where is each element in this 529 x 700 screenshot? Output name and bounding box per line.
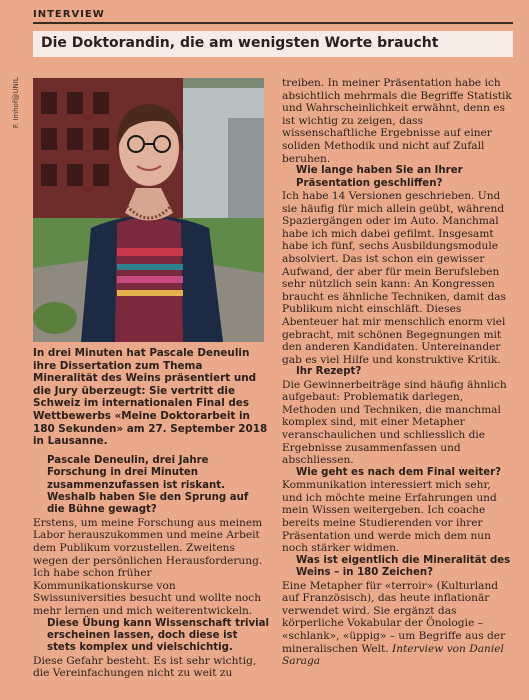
answer-1: Erstens, um meine Forschung aus meinem Labor herauszukommen und meine Arbeit dem Publikum vorzustellen. Zweitens wegen der persönlichen Herausforderung. Ich habe schon früher Kommunikationskurse von Swissuniversities besucht und wollte noch mehr lernen und mich weiterentwickeln.: [33, 516, 263, 617]
answer-6: [282, 580, 514, 668]
headline: Die Doktorandin, die am wenigsten Worte braucht: [41, 35, 439, 51]
right-column: [282, 77, 514, 668]
question-2: Diese Übung kann Wissenschaft trivial erscheinen lassen, doch diese ist stets komplex und vielschichtig.: [47, 617, 269, 654]
rubric-rule: [33, 22, 513, 24]
question-4: Ihr Rezept?: [296, 366, 362, 378]
question-6: Was ist eigentlich die Mineralität des Weins – in 180 Zeichen?: [296, 554, 511, 579]
answer-2-continued: treiben. In meiner Präsentation habe ich absichtlich mehrmals die Begriffe Statistik und Wahrscheinlichkeit erwähnt, denn es ist wichtig zu zeigen, dass wissenschaftliche Ergebnisse auf einer soliden Methodik und nicht auf Zufall beruhen.: [282, 77, 512, 165]
answer-6-text: Eine Metapher für «terroir» (Kulturland auf Französisch), das heute inflationär verwendet wird. Sie ergänzt das körperliche Vokabular der Önologie – «schlank», «üppig» – um Begriffe aus der mineralischen Welt.: [282, 579, 506, 655]
answer-2-start: Diese Gefahr besteht. Es ist sehr wichtig, die Vereinfachungen nicht zu weit zu: [33, 654, 257, 680]
portrait-photo: [33, 78, 264, 342]
left-column: [33, 347, 269, 680]
question-5: Wie geht es nach dem Final weiter?: [296, 466, 502, 478]
byline: Interview von Daniel Saraga: [282, 642, 504, 668]
answer-3: Ich habe 14 Versionen geschrieben. Und sie häufig für mich allein geübt, während Spaziergängen oder im Auto. Manchmal habe ich mich dabei gefilmt. Insgesamt habe ich fünf, sechs Ausbildungsmodule absolviert. Das ist schon ein gewisser Aufwand, der aber für mein Berufsleben sehr nützlich sein kann: An Kongressen braucht es ähnliche Techniken, damit das Publikum nicht einschläft. Dieses Abenteuer hat mir menschlich enorm viel gebracht, mit schönen Begegnungen mit den anderen Kandidaten. Untereinander gab es viel Hilfe und konstruktive Kritik.: [282, 189, 506, 366]
portrait-photo-illustration: [33, 78, 264, 342]
headline-box: [33, 31, 513, 57]
question-1: Pascale Deneulin, drei Jahre Forschung in drei Minuten zusammenzufassen ist riskant. Weshalb haben Sie den Sprung auf die Bühne gewagt?: [47, 454, 249, 516]
photo-credit: F. Imhof@UNIL: [12, 77, 20, 128]
question-3: Wie lange haben Sie an Ihrer Präsentation geschliffen?: [296, 165, 463, 189]
answer-4: Die Gewinnerbeiträge sind häufig ähnlich aufgebaut: Problematik darlegen, Methoden und Techniken, die manchmal komplex sind, mit einer Metapher veranschaulichen und schliesslich die Ergebnisse zusammenfassen und abschliessen.: [282, 378, 507, 467]
answer-5: Kommunikation interessiert mich sehr, und ich möchte meine Erfahrungen und mein Wissen weitergeben. Ich coache bereits meine Studierenden vor ihrer Präsentation und werde mich dem nun noch stärker widmen.: [282, 479, 497, 555]
section-rubric: INTERVIEW: [33, 9, 105, 20]
article-lead: In drei Minuten hat Pascale Deneulin ihre Dissertation zum Thema Mineralität des Weins präsentiert und die Jury überzeugt: Sie vertritt die Schweiz im internationalen Final des Wettbewerbs «Meine Doktorarbeit in 180 Sekunden» am 27. September 2018 in Lausanne.: [33, 347, 268, 448]
